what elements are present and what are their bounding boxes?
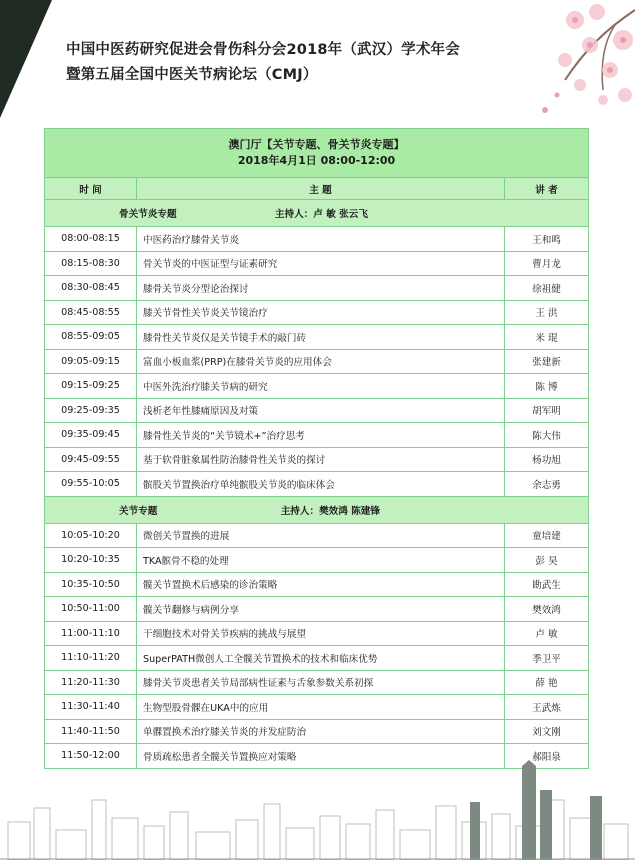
session-topic: 浅析老年性膝痛原因及对策: [137, 398, 505, 423]
session-speaker: 陈 博: [505, 374, 589, 399]
table-row: [45, 325, 589, 350]
session-topic: 干细胞技术对骨关节疾病的挑战与展望: [137, 621, 505, 646]
session-time: 08:15-08:30: [45, 251, 137, 276]
session-topic: 中医外洗治疗膝关节病的研究: [137, 374, 505, 399]
section-header-row: [45, 200, 589, 227]
session-time: 10:20-10:35: [45, 548, 137, 573]
column-header-row: [45, 178, 589, 200]
table-row: [45, 300, 589, 325]
session-topic: 髋关节置换术后感染的诊治策略: [137, 572, 505, 597]
table-row: [45, 548, 589, 573]
session-speaker: 张建新: [505, 349, 589, 374]
session-time: 10:05-10:20: [45, 523, 137, 548]
session-speaker: 徐祖健: [505, 276, 589, 301]
session-topic: 微创关节置换的进展: [137, 523, 505, 548]
session-time: 11:40-11:50: [45, 719, 137, 744]
session-speaker: 郝阳泉: [505, 744, 589, 769]
session-speaker: 陈大伟: [505, 423, 589, 448]
table-row: [45, 572, 589, 597]
table-row: [45, 646, 589, 671]
session-topic: 膝骨关节炎患者关节局部病性证素与舌象参数关系初探: [137, 670, 505, 695]
session-time: 09:25-09:35: [45, 398, 137, 423]
session-speaker: 卢 敏: [505, 621, 589, 646]
corner-decoration: [0, 0, 52, 118]
section-title: 关节专题: [119, 505, 158, 517]
session-time: 08:55-09:05: [45, 325, 137, 350]
table-row: [45, 621, 589, 646]
session-topic: 膝骨关节炎分型论治探讨: [137, 276, 505, 301]
table-row: [45, 251, 589, 276]
session-time: 11:00-11:10: [45, 621, 137, 646]
session-time: 09:05-09:15: [45, 349, 137, 374]
section-header-row: [45, 496, 589, 523]
table-row: [45, 423, 589, 448]
session-time: 08:30-08:45: [45, 276, 137, 301]
session-topic: 骨关节炎的中医证型与证素研究: [137, 251, 505, 276]
session-speaker: 余志勇: [505, 472, 589, 497]
session-speaker: 彭 昊: [505, 548, 589, 573]
session-time: 10:50-11:00: [45, 597, 137, 622]
city-skyline-decoration: [0, 760, 635, 860]
session-speaker: 季卫平: [505, 646, 589, 671]
session-time: 08:45-08:55: [45, 300, 137, 325]
session-speaker: 胡军明: [505, 398, 589, 423]
table-row: [45, 523, 589, 548]
table-row: [45, 695, 589, 720]
session-topic: 生物型股骨髁在UKA中的应用: [137, 695, 505, 720]
session-topic: 骨质疏松患者全髋关节置换应对策略: [137, 744, 505, 769]
session-topic: 中医药治疗膝骨关节炎: [137, 227, 505, 252]
session-time: 09:15-09:25: [45, 374, 137, 399]
session-topic: 膝骨性关节炎仅是关节镜手术的敲门砖: [137, 325, 505, 350]
table-row: [45, 374, 589, 399]
session-speaker: 樊效鸿: [505, 597, 589, 622]
column-header-topic: 主 题: [137, 178, 505, 200]
session-time: 09:35-09:45: [45, 423, 137, 448]
session-topic: 膝关节骨性关节炎关节镜治疗: [137, 300, 505, 325]
session-time: 11:10-11:20: [45, 646, 137, 671]
session-topic: 单髁置换术治疗膝关节炎的并发症防治: [137, 719, 505, 744]
session-time: 09:55-10:05: [45, 472, 137, 497]
session-time: 10:35-10:50: [45, 572, 137, 597]
section-title: 骨关节炎专题: [119, 209, 177, 220]
session-topic: 膝骨性关节炎的“关节镜术+”治疗思考: [137, 423, 505, 448]
session-topic: 富血小板血浆(PRP)在膝骨关节炎的应用体会: [137, 349, 505, 374]
title-line-1: 中国中医药研究促进会骨伤科分会2018年（武汉）学术年会: [66, 42, 460, 58]
session-time: 08:00-08:15: [45, 227, 137, 252]
venue-header-row: [45, 129, 589, 178]
session-topic: 基于软骨脏象属性防治膝骨性关节炎的探讨: [137, 447, 505, 472]
table-row: [45, 276, 589, 301]
session-topic: TKA髌骨不稳的处理: [137, 548, 505, 573]
table-row: [45, 227, 589, 252]
session-speaker: 刘文刚: [505, 719, 589, 744]
section-header: [45, 200, 589, 227]
column-header-time: 时 间: [45, 178, 137, 200]
session-topic: 髌股关节置换治疗单纯髌股关节炎的临床体会: [137, 472, 505, 497]
table-row: [45, 398, 589, 423]
session-time: 09:45-09:55: [45, 447, 137, 472]
table-row: [45, 670, 589, 695]
section-header: [45, 496, 589, 523]
session-topic: 髋关节翻修与病例分享: [137, 597, 505, 622]
table-row: [45, 349, 589, 374]
session-time: 11:30-11:40: [45, 695, 137, 720]
table-row: [45, 597, 589, 622]
table-row: [45, 719, 589, 744]
session-speaker: 曹月龙: [505, 251, 589, 276]
section-host: 主持人：樊效鸿 陈建锋: [280, 505, 380, 517]
session-speaker: 王和鸣: [505, 227, 589, 252]
session-speaker: 童培建: [505, 523, 589, 548]
venue-datetime: 2018年4月1日 08:00-12:00: [237, 154, 396, 167]
section-host: 主持人：卢 敏 张云飞: [274, 209, 368, 220]
venue-header: [45, 129, 589, 178]
session-speaker: 勘武生: [505, 572, 589, 597]
session-speaker: 王武炼: [505, 695, 589, 720]
venue-name: 澳门厅【关节专题、骨关节炎专题】: [228, 138, 405, 151]
title-line-2: 暨第五届全国中医关节病论坛（CMJ）: [66, 67, 318, 83]
page-title: [66, 38, 586, 88]
session-topic: SuperPATH微创人工全髋关节置换术的技术和临床优势: [137, 646, 505, 671]
column-header-speaker: 讲 者: [505, 178, 589, 200]
table-row: [45, 472, 589, 497]
table-row: [45, 447, 589, 472]
session-time: 11:20-11:30: [45, 670, 137, 695]
session-speaker: 米 琨: [505, 325, 589, 350]
session-speaker: 杨功旭: [505, 447, 589, 472]
session-time: 11:50-12:00: [45, 744, 137, 769]
schedule-table: [44, 128, 589, 769]
session-speaker: 王 洪: [505, 300, 589, 325]
session-speaker: 薛 艳: [505, 670, 589, 695]
